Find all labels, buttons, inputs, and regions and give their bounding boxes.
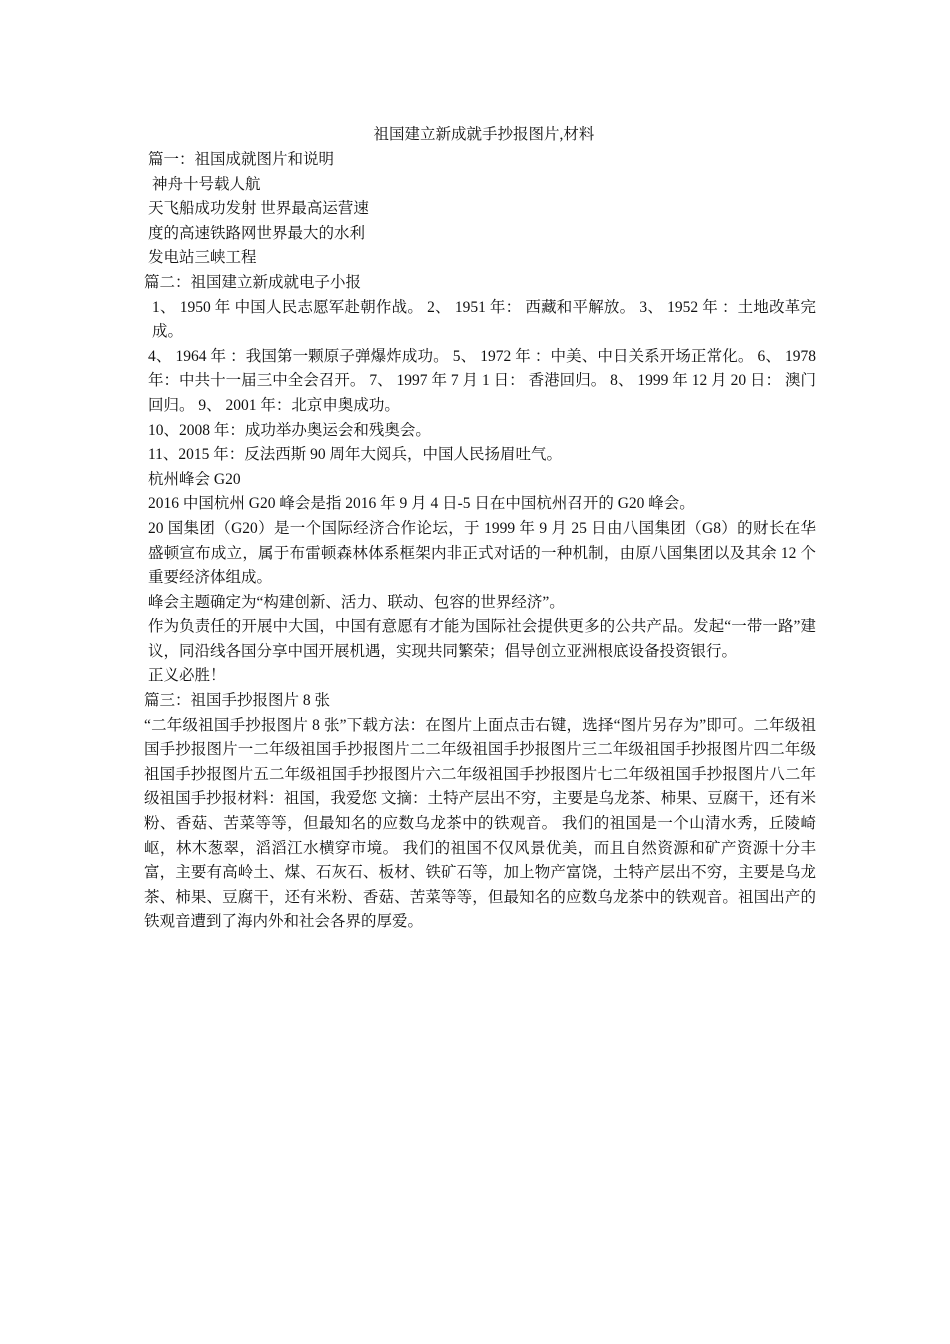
paragraph: 4、 1964 年 ：我国第一颗原子弹爆炸成功。 5、 1972 年 ：中美、中日关系开场正常化。 6、 1978 年：中共十一届三中全会召开。 7、 1997 年 7 月 1 日： 香港回归。 8、 1999 年 12 月 20 日： 澳门回归。 9、 2001 年：北京申奥成功。 (148, 347, 816, 414)
paragraph: 峰会主题确定为“构建创新、活力、联动、包容的世界经济”。 (148, 593, 565, 611)
paragraph: 发电站三峡工程 (148, 249, 257, 267)
paragraph: 神舟十号载人航 (152, 175, 261, 193)
paragraph: 篇三：祖国手抄报图片 8 张 (144, 692, 331, 710)
paragraph: 1、 1950 年 中国人民志愿军赴朝作战。 2、 1951 年： 西藏和平解放。 3、 1952 年 ：土地改革完成。 (152, 298, 816, 341)
paragraph: 天飞船成功发射 世界最高运营速 (148, 200, 369, 218)
paragraph: 20 国集团（G20）是一个国际经济合作论坛，于 1999 年 9 月 25 日由八国集团（G8）的财长在华盛顿宣布成立，属于布雷顿森林体系框架内非正式对话的一种机制，由原八国集团以及其余 12 个重要经济体组成。 (148, 519, 816, 587)
paragraph: 正义必胜！ (148, 667, 226, 685)
paragraph: 作为负责任的开展中大国，中国有意愿有才能为国际社会提供更多的公共产品。发起“一带一路”建议，同沿线各国分享中国开展机遇，实现共同繁荣；倡导创立亚洲根底设备投资银行。 (148, 618, 816, 660)
paragraph: 10、2008 年：成功举办奥运会和残奥会。 (148, 421, 431, 439)
paragraph: 篇一：祖国成就图片和说明 (148, 151, 335, 168)
paragraph: 度的高速铁路网世界最大的水利 (148, 224, 366, 242)
document-title: 祖国建立新成就手抄报图片,材料 (373, 126, 595, 143)
document-page (144, 122, 816, 935)
paragraph: 2016 中国杭州 G20 峰会是指 2016 年 9 月 4 日-5 日在中国杭州召开的 G20 峰会。 (148, 495, 695, 513)
paragraph: “二年级祖国手抄报图片 8 张”下载方法：在图片上面点击右键，选择“图片另存为”即可。二年级祖国手抄报图片一二年级祖国手抄报图片二二年级祖国手抄报图片三二年级祖国手抄报图片四二年级祖国手抄报图片五二年级祖国手抄报图片六二年级祖国手抄报图片七二年级祖国手抄报图片八二年级祖国手抄报材料：祖国，我爱您 文摘：土特产层出不穷，主要是乌龙茶、柿果、豆腐干，还有米粉、香菇、苦菜等等，但最知名的应数乌龙茶中的铁观音。 我们的祖国是一个山清水秀，丘陵崎岖，林木葱翠，滔滔江水横穿市境。 我们的祖国不仅风景优美，而且自然资源和矿产资源十分丰富，主要有高岭土、煤、石灰石、板材、铁矿石等，加上物产富饶，土特产层出不穷，主要是乌龙茶、柿果、豆腐干，还有米粉、香菇、苦菜等等，但最知名的应数乌龙茶中的铁观音。祖国出产的铁观音遭到了海内外和社会各界的厚爱。 (144, 716, 816, 931)
document-body (144, 148, 816, 935)
paragraph: 11、2015 年：反法西斯 90 周年大阅兵，中国人民扬眉吐气。 (148, 446, 563, 464)
paragraph: 杭州峰会 G20 (148, 470, 241, 488)
paragraph: 篇二：祖国建立新成就电子小报 (144, 273, 362, 291)
